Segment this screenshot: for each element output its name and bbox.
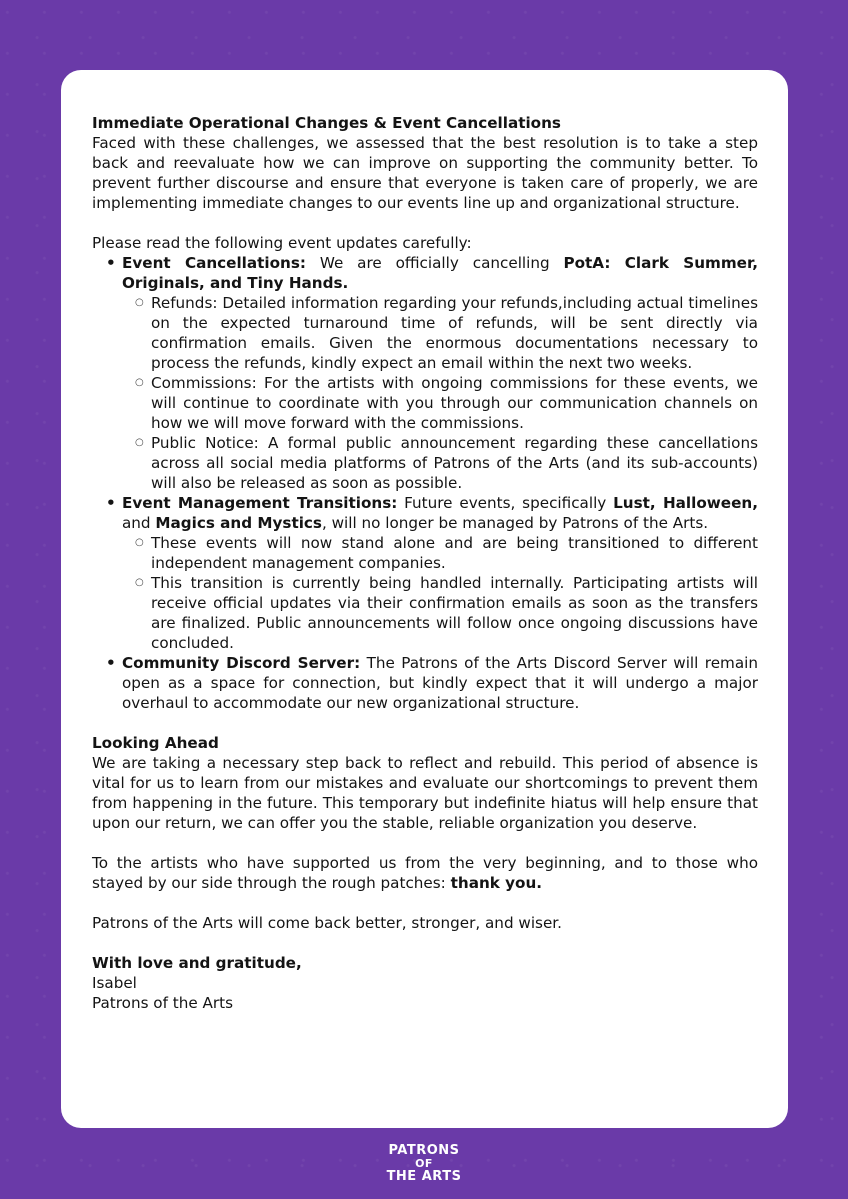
letter-card	[61, 70, 788, 1128]
bullet-text: The Patrons of the Arts Discord Server will remain open as a space for connection, but kindly expect that it will undergo a major overhaul to accommodate our new organizational structure.	[122, 654, 758, 712]
section-heading-looking-ahead: Looking Ahead	[92, 734, 219, 752]
spacer	[92, 933, 758, 953]
read-note: Please read the following event updates carefully:	[92, 234, 472, 252]
bullet-title: Community Discord Server:	[122, 654, 361, 672]
bullet-text: Future events, specifically	[397, 494, 614, 512]
spacer	[92, 713, 758, 733]
bullet-text: We are officially cancelling	[305, 254, 564, 272]
list-item-event-cancellations	[122, 253, 758, 493]
event-updates-list	[92, 253, 758, 713]
sub-item-stand-alone: ○ These events will now stand alone and are being transitioned to different independent management companies.	[151, 533, 758, 573]
bullet-event: Lust, Halloween,	[613, 494, 758, 512]
bullet-text: , will no longer be managed by Patrons of the Arts.	[321, 514, 709, 532]
thanks-bold: thank you.	[450, 874, 543, 892]
sub-item-transition: ○ This transition is currently being handled internally. Participating artists will receive official updates via their confirmation emails as soon as the transfers are finalized. Public announcements will follow once ongoing discussions have concluded.	[151, 573, 758, 653]
logo-line-3: THE ARTS	[386, 1169, 462, 1184]
sub-item-refunds: ○ Refunds: Detailed information regarding your refunds,including actual timelines on the expected turnaround time of refunds, will be sent directly via confirmation emails. Given the enormous documentations necessary to process the refunds, kindly expect an email within the next two weeks.	[151, 293, 758, 373]
bullet-title: Event Cancellations:	[122, 254, 306, 272]
looking-ahead-paragraph: We are taking a necessary step back to reflect and rebuild. This period of absence is vital for us to learn from our mistakes and evaluate our shortcomings to prevent them from happening in the future. This temporary but indefinite hiatus will help ensure that upon our return, we can offer you the stable, reliable organization you deserve.	[92, 754, 758, 832]
list-item-discord-server	[122, 653, 758, 713]
thanks-text: To the artists who have supported us from the very beginning, and to those who stayed by our side through the rough patches:	[92, 854, 758, 892]
sub-list	[122, 533, 758, 653]
thanks-paragraph	[92, 853, 758, 893]
signature-org: Patrons of the Arts	[92, 994, 234, 1012]
come-back-paragraph: Patrons of the Arts will come back better, stronger, and wiser.	[92, 914, 562, 932]
spacer	[92, 213, 758, 233]
signature-name: Isabel	[92, 974, 137, 992]
sub-list	[122, 293, 758, 493]
sub-item-public-notice: ○ Public Notice: A formal public announcement regarding these cancellations across all social media platforms of Patrons of the Arts (and its sub-accounts) will also be released as soon as possible.	[151, 433, 758, 493]
intro-paragraph: Faced with these challenges, we assessed that the best resolution is to take a step back and reevaluate how we can improve on supporting the community better. To prevent further discourse and ensure that everyone is taken care of properly, we are implementing immediate changes to our events line up and organizational structure.	[92, 134, 758, 212]
signature-closing	[92, 953, 758, 973]
bullet-event: Magics and Mystics	[155, 514, 322, 532]
closing-text: With love and gratitude,	[92, 954, 302, 972]
section-heading-operational: Immediate Operational Changes & Event Cancellations	[92, 114, 561, 132]
logo-line-2: OF	[415, 1157, 433, 1170]
spacer	[92, 833, 758, 853]
patrons-of-the-arts-logo	[384, 1144, 464, 1188]
list-item-management-transitions	[122, 493, 758, 653]
spacer	[92, 893, 758, 913]
sub-item-commissions: ○ Commissions: For the artists with ongoing commissions for these events, we will continue to coordinate with you through our communication channels on how we will move forward with the commissions.	[151, 373, 758, 433]
bullet-events: PotA: Clark Summer, Originals, and Tiny Hands.	[122, 254, 758, 292]
logo-line-1: PATRONS	[388, 1143, 460, 1158]
bullet-text: and	[122, 514, 156, 532]
bullet-title: Event Management Transitions:	[122, 494, 398, 512]
